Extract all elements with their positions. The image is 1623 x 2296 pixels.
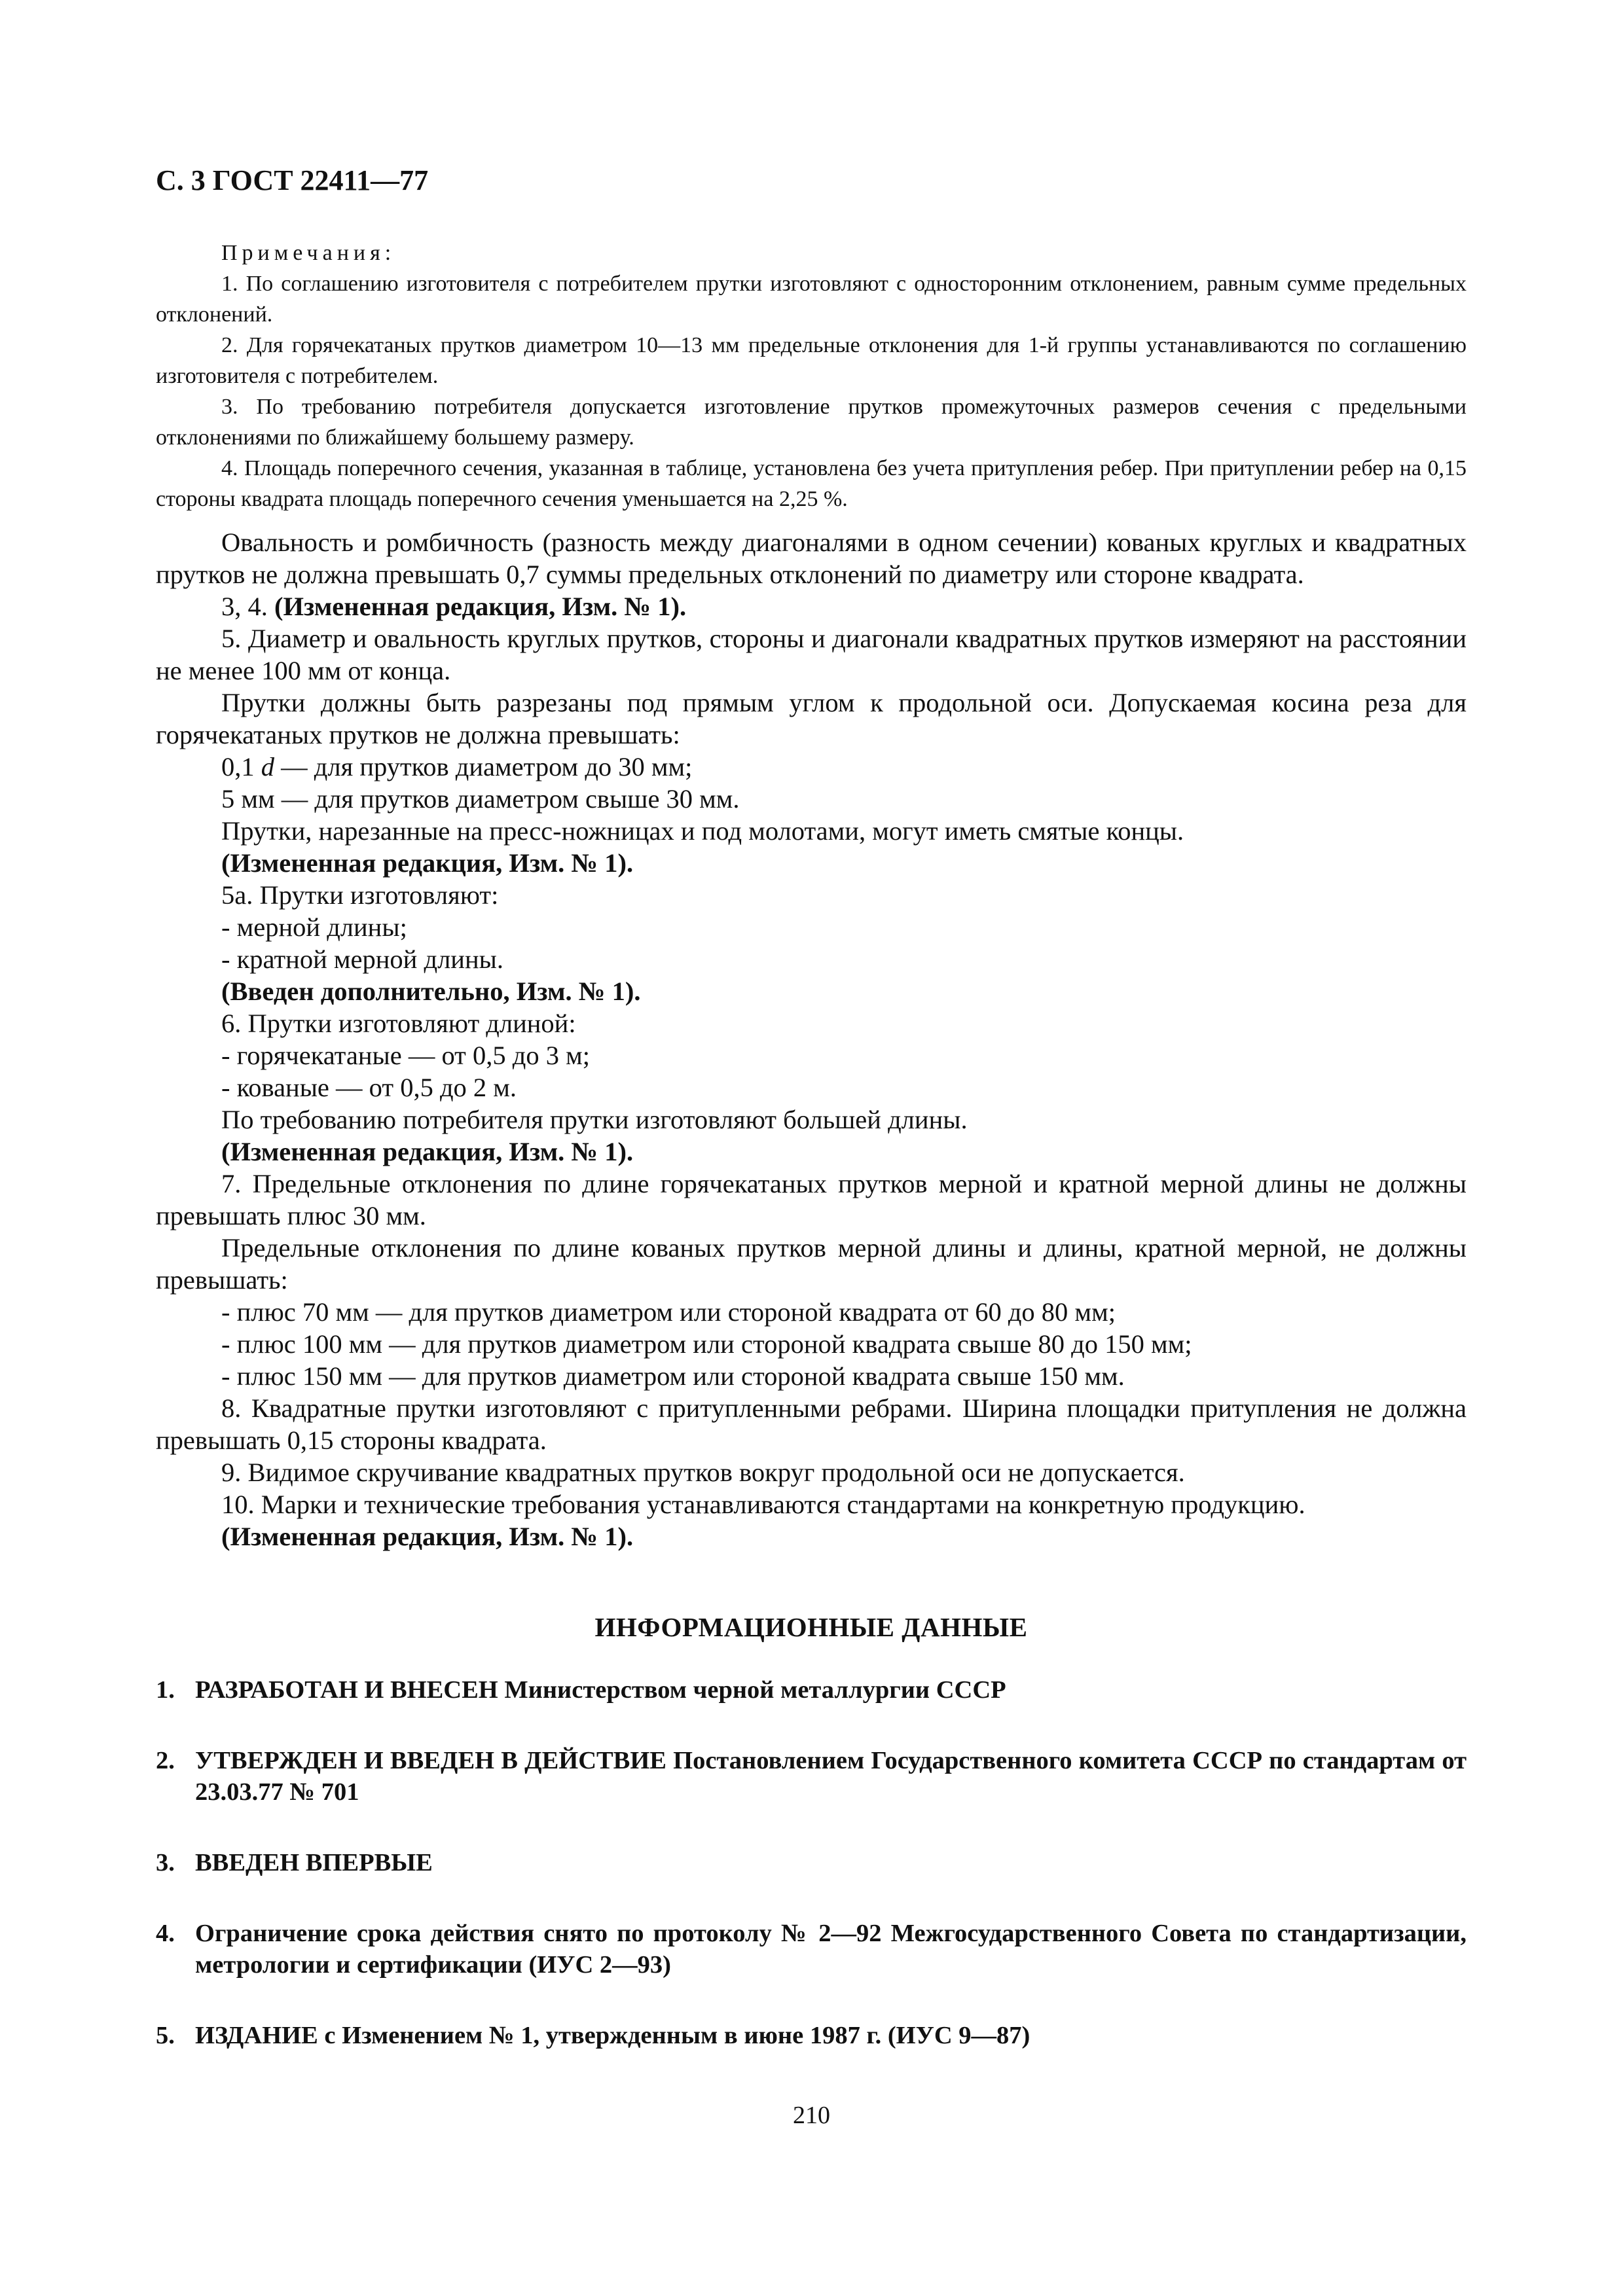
paragraph: Прутки должны быть разрезаны под прямым углом к продольной оси. Допускаемая косина реза для горячекатаных прутков не должна превышать: [156,688,1467,749]
paragraph: Прутки, нарезанные на пресс-ножницах и под молотами, могут иметь смятые концы. [221,816,1184,846]
info-item-number: 1. [156,1676,175,1704]
info-item-text: РАЗРАБОТАН И ВНЕСЕН Министерством черной металлургии СССР [195,1676,1006,1704]
amendment-note: (Измененная редакция, Изм. № 1). [221,1522,634,1551]
amendment-note: (Измененная редакция, Изм. № 1). [274,592,687,621]
amendment-note: (Введен дополнительно, Изм. № 1). [221,977,641,1006]
amendment-note: (Измененная редакция, Изм. № 1). [221,1137,634,1166]
paragraph: Овальность и ромбичность (разность между диагоналями в одном сечении) кованых круглых и квадратных прутков не должна превышать 0,7 суммы предельных отклонений по диаметру или стороне квадрата. [156,528,1467,589]
paragraph: 5 мм — для прутков диаметром свыше 30 мм. [221,784,740,814]
note-item: 2. Для горячекатаных прутков диаметром 10—13 мм предельные отклонения для 1-й группы устанавливаются по соглашению изготовителя с потребителем. [156,333,1467,388]
list-item: - мерной длины; [221,912,407,942]
paragraph: 10. Марки и технические требования устанавливаются стандартами на конкретную продукцию. [221,1490,1305,1519]
info-item-text: УТВЕРЖДЕН И ВВЕДЕН В ДЕЙСТВИЕ Постановлением Государственного комитета СССР по стандартам от 23.03.77 № 701 [195,1747,1467,1806]
paragraph-rest: — для прутков диаметром до 30 мм; [274,752,693,781]
amendment-note: (Измененная редакция, Изм. № 1). [221,848,634,878]
page-number: 210 [793,2102,830,2129]
variable-d: d [261,752,274,781]
info-list [156,1674,1467,2051]
document-page [156,164,1467,2051]
info-item [156,1674,1467,1706]
info-item-number: 5. [156,2022,175,2049]
list-item: - кованые — от 0,5 до 2 м. [221,1073,517,1102]
paragraph [156,751,1467,783]
paragraph: 8. Квадратные прутки изготовляют с притупленными ребрами. Ширина площадки притупления не должна превышать 0,15 стороны квадрата. [156,1393,1467,1455]
note-item: 4. Площадь поперечного сечения, указанная в таблице, установлена без учета притупления ребер. При притуплении ребер на 0,15 стороны квадрата площадь поперечного сечения уменьшается на 2,25 %. [156,456,1467,511]
paragraph: По требованию потребителя прутки изготовляют большей длины. [221,1105,968,1134]
paragraph: 7. Предельные отклонения по длине горячекатаных прутков мерной и кратной мерной длины не должны превышать плюс 30 мм. [156,1169,1467,1230]
notes-block [156,238,1467,514]
paragraph: 9. Видимое скручивание квадратных прутков вокруг продольной оси не допускается. [221,1458,1185,1487]
list-item: - кратной мерной длины. [221,944,503,974]
note-item: 1. По соглашению изготовителя с потребителем прутки изготовляют с односторонним отклонением, равным сумме предельных отклонений. [156,272,1467,327]
list-item: - плюс 100 мм — для прутков диаметром или стороной квадрата свыше 80 до 150 мм; [221,1329,1192,1359]
paragraph-prefix: 0,1 [221,752,261,781]
paragraph: 5а. Прутки изготовляют: [221,880,499,910]
info-item [156,1847,1467,1878]
list-item: - плюс 70 мм — для прутков диаметром или стороной квадрата от 60 до 80 мм; [221,1297,1116,1327]
info-item [156,2020,1467,2051]
info-item [156,1918,1467,1981]
note-item: 3. По требованию потребителя допускается изготовление прутков промежуточных размеров сечения с предельными отклонениями по ближайшему большему размеру. [156,395,1467,450]
main-text [156,526,1467,1552]
info-item-text: Ограничение срока действия снято по протоколу № 2—92 Межгосударственного Совета по стандартизации, метрологии и сертификации (ИУС 2—93) [195,1920,1467,1979]
notes-title: Примечания: [221,241,396,265]
paragraph: 5. Диаметр и овальность круглых прутков, стороны и диагонали квадратных прутков измеряют на расстоянии не менее 100 мм от конца. [156,624,1467,685]
info-item-number: 4. [156,1920,175,1947]
info-item-number: 3. [156,1849,175,1876]
paragraph: Предельные отклонения по длине кованых прутков мерной длины и длины, кратной мерной, не должны превышать: [156,1233,1467,1295]
paragraph [156,590,1467,622]
page-header: С. 3 ГОСТ 22411—77 [156,164,429,196]
info-item [156,1745,1467,1808]
paragraph: 6. Прутки изготовляют длиной: [221,1009,576,1038]
info-item-number: 2. [156,1747,175,1774]
list-item: - плюс 150 мм — для прутков диаметром или стороной квадрата свыше 150 мм. [221,1361,1125,1391]
list-item: - горячекатаные — от 0,5 до 3 м; [221,1041,590,1070]
info-item-text: ИЗДАНИЕ с Изменением № 1, утвержденным в июне 1987 г. (ИУС 9—87) [195,2022,1030,2049]
info-item-text: ВВЕДЕН ВПЕРВЫЕ [195,1849,433,1876]
info-heading: ИНФОРМАЦИОННЫЕ ДАННЫЕ [594,1612,1028,1642]
paragraph-prefix: 3, 4. [221,592,268,621]
